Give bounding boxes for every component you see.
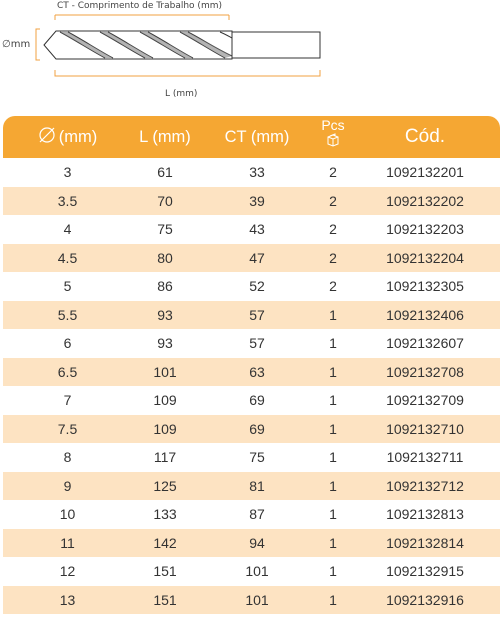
ct-bracket <box>55 15 229 20</box>
cell-diameter: 11 <box>60 534 75 551</box>
cell-diameter: 7 <box>63 392 72 409</box>
cell-ct: 101 <box>245 563 269 580</box>
cell-diameter: 4.5 <box>57 249 78 266</box>
cell-ct: 81 <box>249 477 265 494</box>
cell-ct: 75 <box>249 449 265 466</box>
table-row <box>3 500 500 529</box>
cell-length: 70 <box>157 192 173 209</box>
cell-length: 151 <box>153 563 177 580</box>
cell-pcs: 2 <box>329 249 337 266</box>
cell-length: 142 <box>153 534 177 551</box>
cell-pcs: 1 <box>329 392 337 409</box>
cell-diameter: 3.5 <box>57 192 78 209</box>
header-length: L (mm) <box>139 127 191 146</box>
table-row <box>3 443 500 472</box>
cell-ct: 63 <box>249 363 265 380</box>
cell-ct: 47 <box>249 249 265 266</box>
table-row <box>3 158 500 187</box>
pcs-label: Pcs <box>321 117 345 134</box>
cell-code: 1092132406 <box>386 306 464 323</box>
cell-diameter: 7.5 <box>57 420 78 437</box>
cell-code: 1092132710 <box>386 420 464 437</box>
table-row <box>3 472 500 501</box>
cell-code: 1092132202 <box>386 192 464 209</box>
cell-code: 1092132709 <box>386 392 464 409</box>
cell-diameter: 3 <box>63 164 72 181</box>
cell-length: 109 <box>153 420 177 437</box>
cell-length: 125 <box>153 477 177 494</box>
length-label: L (mm) <box>165 89 198 99</box>
cell-length: 151 <box>153 591 177 608</box>
cell-diameter: 10 <box>59 506 76 523</box>
cell-diameter: 9 <box>63 477 72 494</box>
cell-length: 93 <box>157 306 173 323</box>
header-pcs <box>316 117 350 152</box>
cell-ct: 87 <box>249 506 265 523</box>
table-header <box>3 116 500 158</box>
cell-pcs: 1 <box>329 420 337 437</box>
header-code: Cód. <box>404 126 446 147</box>
table-row <box>3 358 500 387</box>
cell-diameter: 6.5 <box>57 363 78 380</box>
cell-pcs: 2 <box>329 221 337 238</box>
cell-length: 101 <box>153 363 177 380</box>
diameter-bracket <box>36 29 40 60</box>
drill-bit-icon <box>44 31 320 59</box>
table-row <box>3 386 500 415</box>
cell-length: 80 <box>157 249 173 266</box>
cell-diameter: 5.5 <box>57 306 78 323</box>
ct-label: CT - Comprimento de Trabalho (mm) <box>57 1 222 11</box>
cell-pcs: 2 <box>329 164 337 181</box>
cell-ct: 69 <box>249 420 265 437</box>
cell-code: 1092132201 <box>386 164 464 181</box>
table-row <box>3 301 500 330</box>
diameter-icon <box>38 126 56 149</box>
cell-length: 93 <box>157 335 173 352</box>
cell-length: 75 <box>157 221 173 238</box>
cell-length: 133 <box>153 506 177 523</box>
cell-ct: 69 <box>249 392 265 409</box>
header-diameter: (mm) <box>3 126 132 149</box>
diameter-label: ∅mm <box>2 39 31 50</box>
cell-ct: 39 <box>249 192 265 209</box>
cell-code: 1092132711 <box>386 449 464 466</box>
table-row <box>3 244 500 273</box>
table-row <box>3 329 500 358</box>
cell-ct: 33 <box>249 164 265 181</box>
cell-pcs: 1 <box>329 449 337 466</box>
table-body <box>3 158 500 614</box>
table-row <box>3 187 500 216</box>
drill-bit-diagram <box>0 0 501 110</box>
cell-pcs: 2 <box>329 278 337 295</box>
cell-pcs: 1 <box>329 506 337 523</box>
table-row <box>3 557 500 586</box>
table-row <box>3 215 500 244</box>
cell-code: 1092132915 <box>386 563 464 580</box>
cell-length: 61 <box>157 164 173 181</box>
cell-ct: 57 <box>249 335 265 352</box>
cell-diameter: 5 <box>63 278 72 295</box>
cell-diameter: 8 <box>63 449 72 466</box>
cell-code: 1092132607 <box>386 335 464 352</box>
drill-spec-table <box>3 116 500 614</box>
cell-pcs: 2 <box>329 192 337 209</box>
cell-ct: 94 <box>249 534 265 551</box>
cell-ct: 101 <box>245 591 269 608</box>
cell-length: 86 <box>157 278 173 295</box>
cell-length: 109 <box>153 392 177 409</box>
length-bracket <box>55 70 320 76</box>
cell-diameter: 4 <box>63 221 72 238</box>
cell-code: 1092132712 <box>386 477 464 494</box>
cell-pcs: 1 <box>329 363 337 380</box>
cell-pcs: 1 <box>329 306 337 323</box>
cell-pcs: 1 <box>329 591 337 608</box>
cell-code: 1092132203 <box>386 221 464 238</box>
cell-diameter: 6 <box>63 335 72 352</box>
table-row <box>3 415 500 444</box>
cell-pcs: 1 <box>329 335 337 352</box>
header-ct: CT (mm) <box>224 127 290 146</box>
cell-pcs: 1 <box>329 563 337 580</box>
cell-diameter: 13 <box>59 591 76 608</box>
cell-ct: 52 <box>249 278 265 295</box>
cell-code: 1092132813 <box>386 506 464 523</box>
cell-code: 1092132814 <box>386 534 464 551</box>
cell-code: 1092132708 <box>386 363 464 380</box>
cell-code: 1092132204 <box>386 249 464 266</box>
table-row <box>3 529 500 558</box>
cell-diameter: 12 <box>59 563 76 580</box>
cell-code: 1092132916 <box>386 591 464 608</box>
cell-length: 117 <box>153 449 177 466</box>
box-icon <box>325 132 341 152</box>
cell-pcs: 1 <box>329 477 337 494</box>
cell-code: 1092132305 <box>386 278 464 295</box>
cell-ct: 43 <box>249 221 265 238</box>
table-row <box>3 586 500 615</box>
table-row <box>3 272 500 301</box>
cell-ct: 57 <box>249 306 265 323</box>
cell-pcs: 1 <box>329 534 337 551</box>
